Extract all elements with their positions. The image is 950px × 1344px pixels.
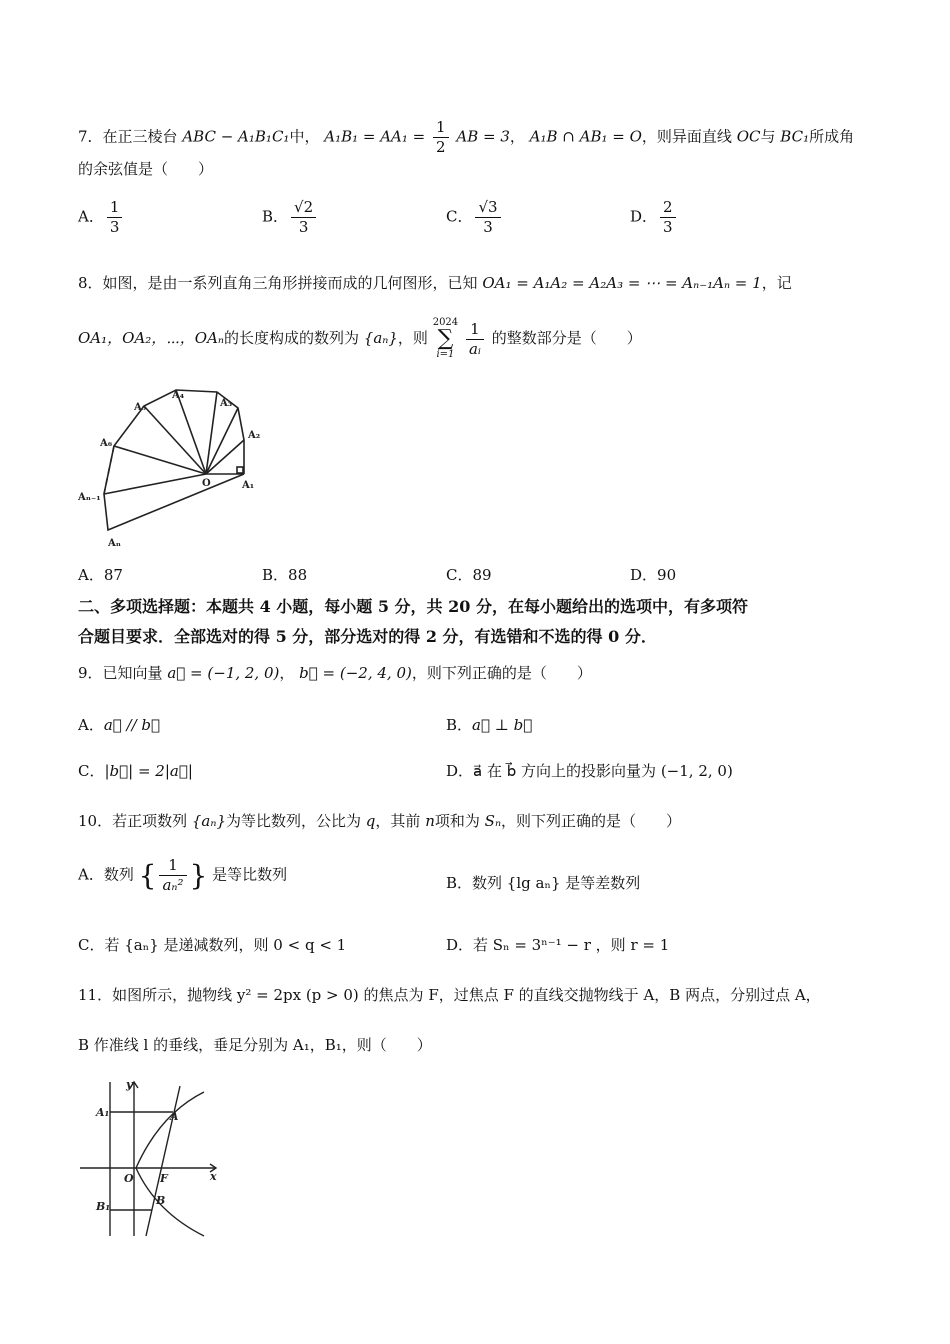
label-a6: A₆ xyxy=(100,438,113,449)
q8-spiral-figure xyxy=(72,380,292,555)
q9-option-a: A．a⃗ // b⃗ xyxy=(78,716,161,734)
q7-option-a: A． $\frac{1}{3}$ xyxy=(78,198,125,237)
q11-parabola-figure xyxy=(76,1076,226,1241)
section2-line2: 合题目要求．全部选对的得 5 分，部分选对的得 2 分，有选错和不选的得 0 分． xyxy=(78,627,657,646)
label-b: B xyxy=(156,1194,166,1207)
q8-line1: 8．如图，是由一系列直角三角形拼接而成的几何图形，已知 OA₁ = A₁A₂ = A₂A₃ = ⋯ = Aₙ₋₁Aₙ = 1，记 xyxy=(78,274,792,292)
label-an: Aₙ xyxy=(108,538,121,549)
q9-stem: 9．已知向量 a⃗ = (−1, 2, 0)， b⃗ = (−2, 4, 0)，则下列正确的是（ ） xyxy=(78,664,592,682)
label-a1: A₁ xyxy=(242,480,255,491)
label-a5: A₅ xyxy=(134,402,147,413)
q7-option-d: D． $\frac{2}{3}$ xyxy=(630,198,679,237)
label-a: A xyxy=(170,1110,179,1123)
q8-option-a: A．87 xyxy=(78,566,123,584)
label-o: O xyxy=(124,1172,134,1185)
q10-option-d: D．若 Sₙ = 3ⁿ⁻¹ − r ，则 r = 1 xyxy=(446,936,670,954)
label-y: y xyxy=(126,1078,133,1091)
q11-line2: B 作准线 l 的垂线，垂足分别为 A₁，B₁，则（ ） xyxy=(78,1036,432,1054)
q8-sum: 2024 ∑ i=1 xyxy=(432,317,459,360)
section2-line1: 二、多项选择题：本题共 4 小题，每小题 5 分，共 20 分，在每小题给出的选项中，有多项符 xyxy=(78,597,748,616)
label-an1: Aₙ₋₁ xyxy=(78,492,101,503)
q10-option-b: B．数列 {lg aₙ} 是等差数列 xyxy=(446,874,641,892)
q8-option-b: B．88 xyxy=(262,566,308,584)
q7-half-fraction: $\frac{1}{2}$ xyxy=(433,118,449,157)
q11-line1: 11．如图所示，抛物线 y² = 2px (p > 0) 的焦点为 F，过焦点 F 的直线交抛物线于 A，B 两点，分别过点 A， xyxy=(78,986,821,1004)
label-x: x xyxy=(210,1170,217,1183)
label-o: O xyxy=(202,478,211,489)
q7-option-b: B． $\frac{√2}{3}$ xyxy=(262,198,319,237)
label-a1: A₁ xyxy=(96,1106,110,1119)
q10-option-c: C．若 {aₙ} 是递减数列，则 0 < q < 1 xyxy=(78,936,347,954)
label-f: F xyxy=(160,1172,168,1185)
label-a3: A₃ xyxy=(220,398,233,409)
q9-option-d: D．a⃗ 在 b⃗ 方向上的投影向量为 (−1, 2, 0) xyxy=(446,762,733,780)
q7-line1: 7．在正三棱台 ABC − A₁B₁C₁中， A₁B₁ = AA₁ = $\frac{1}{2}$ AB = 3， A₁B ∩ AB₁ = O，则异面直线 OC与 BC₁所成角 xyxy=(78,118,855,156)
q9-option-c: C．|b⃗| = 2|a⃗| xyxy=(78,762,193,780)
q10-stem: 10．若正项数列 {aₙ}为等比数列，公比为 q，其前 n项和为 Sₙ，则下列正确的是（ ） xyxy=(78,812,682,830)
q8-option-c: C．89 xyxy=(446,566,492,584)
q9-option-b: B．a⃗ ⊥ b⃗ xyxy=(446,716,533,734)
q10-option-a: A．数列 { $\frac{1}{\text{aₙ²}}$ } 是等比数列 xyxy=(78,856,288,894)
q8-line2: OA₁，OA₂，⋯，OAₙ的长度构成的数列为 {aₙ}，则 2024 ∑ i=1 $\frac{1}{\text{aᵢ}}$ 的整数部分是（ ） xyxy=(78,317,642,360)
label-b1: B₁ xyxy=(96,1200,111,1213)
q7-line2: 的余弦值是（ ） xyxy=(78,160,214,178)
q7-option-c: C． $\frac{√3}{3}$ xyxy=(446,198,504,237)
label-a2: A₂ xyxy=(248,430,261,441)
label-a4: A₄ xyxy=(172,390,185,401)
q8-option-d: D．90 xyxy=(630,566,677,584)
